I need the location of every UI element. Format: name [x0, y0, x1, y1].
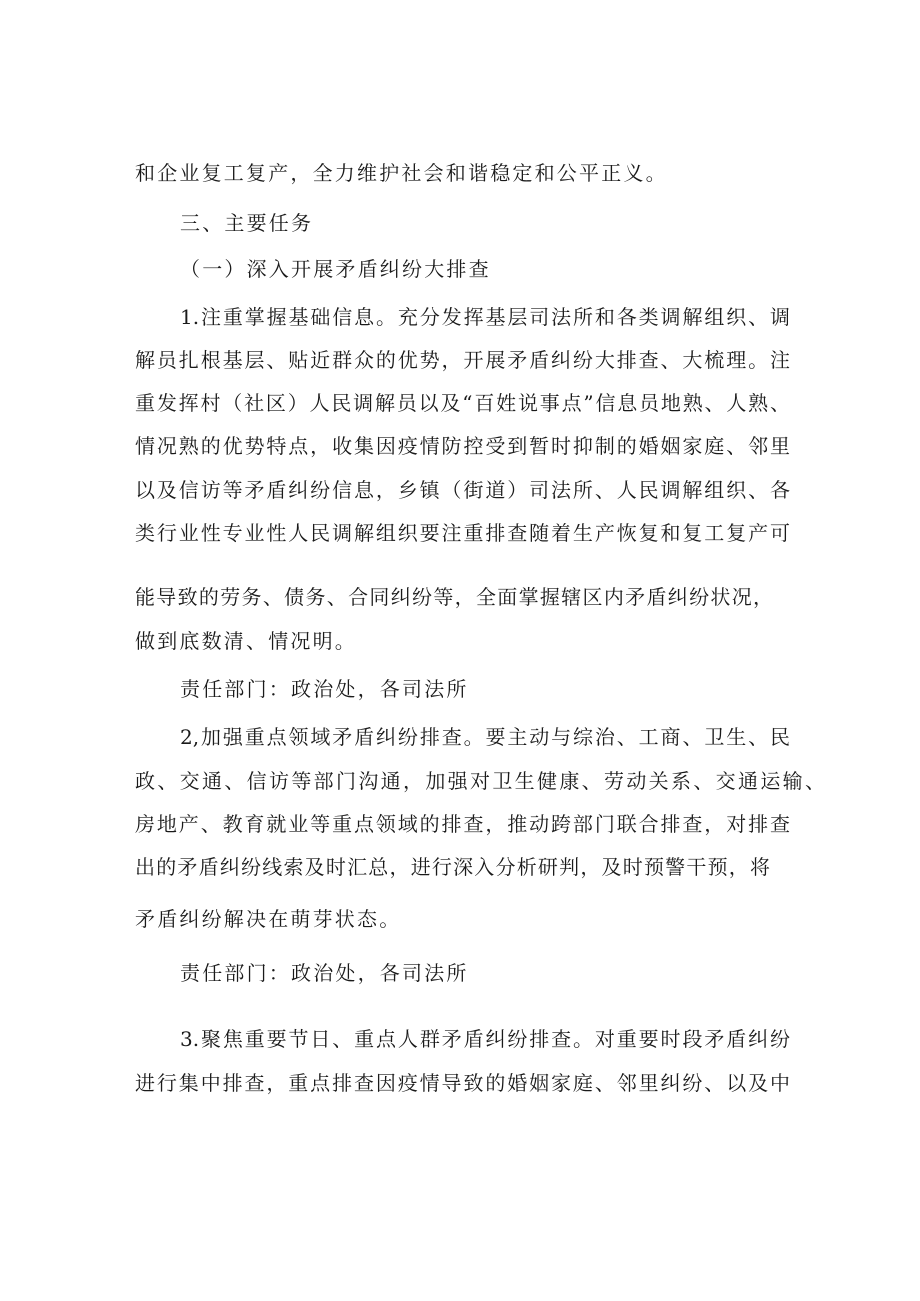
responsibility-line-1: 责任部门：政治处，各司法所	[180, 677, 469, 701]
paragraph-2-line-4: 出的矛盾纠纷线索及时汇总，进行深入分析研判，及时预警干预，将	[135, 855, 770, 879]
paragraph-1-line-3: 重发挥村（社区）人民调解员以及“百姓说事点”信息员地熟、人熟、	[135, 391, 790, 415]
paragraph-1-line-6: 类行业性专业性人民调解组织要注重排查随着生产恢复和复工复产可	[135, 521, 790, 545]
paragraph-2-line-1: 2,加强重点领域矛盾纠纷排查。要主动与综治、工商、卫生、民	[180, 725, 790, 749]
subsection-heading: （一）深入开展矛盾纠纷大排查	[180, 257, 491, 281]
paragraph-continuation-line: 和企业复工复产，全力维护社会和谐稳定和公平正义。	[135, 161, 668, 185]
responsibility-line-2: 责任部门：政治处，各司法所	[180, 961, 469, 985]
paragraph-1-line-2: 解员扎根基层、贴近群众的优势，开展矛盾纠纷大排查、大梳理。注	[135, 348, 790, 372]
paragraph-1-line-7: 能导致的劳务、债务、合同纠纷等，全面掌握辖区内矛盾纠纷状况，	[135, 585, 773, 609]
paragraph-1-line-1: 1.注重掌握基础信息。充分发挥基层司法所和各类调解组织、调	[180, 305, 790, 329]
section-heading: 三、主要任务	[180, 211, 314, 235]
paragraph-1-line-5: 以及信访等矛盾纠纷信息，乡镇（街道）司法所、人民调解组织、各	[135, 478, 790, 502]
paragraph-3-line-2: 进行集中排查，重点排查因疫情导致的婚姻家庭、邻里纠纷、以及中	[135, 1071, 790, 1095]
paragraph-2-line-3: 房地产、教育就业等重点领域的排查，推动跨部门联合排查，对排查	[135, 812, 790, 836]
paragraph-1-line-8: 做到底数清、情况明。	[135, 629, 357, 653]
paragraph-3-line-1: 3.聚焦重要节日、重点人群矛盾纠纷排查。对重要时段矛盾纠纷	[180, 1027, 790, 1051]
paragraph-2-line-2: 政、交通、信访等部门沟通，加强对卫生健康、劳动关系、交通运输、	[135, 769, 825, 793]
paragraph-1-line-4: 情况熟的优势特点，收集因疫情防控受到暂时抑制的婚姻家庭、邻里	[135, 434, 790, 458]
paragraph-2-line-5: 矛盾纠纷解决在萌芽状态。	[135, 907, 402, 931]
